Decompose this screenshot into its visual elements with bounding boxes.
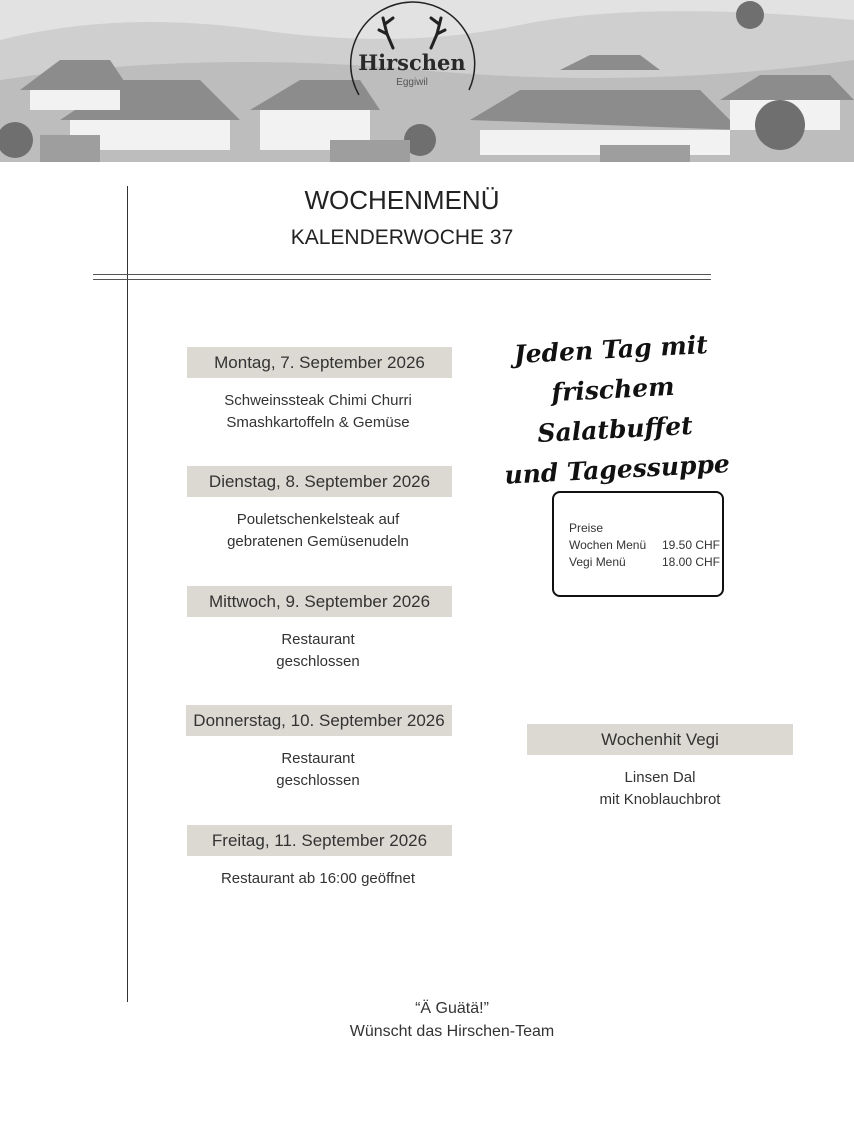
dish-line: Restaurant ab 16:00 geöffnet (220, 870, 416, 887)
day-header-wednesday: Mittwoch, 9. September 2026 (187, 586, 452, 617)
price-row-vegi-menu (569, 554, 720, 571)
promo-line: Jeden Tag mit (513, 330, 709, 370)
price-title: Preise (569, 521, 604, 535)
hirschen-logo (341, 0, 483, 118)
dish-vegi (527, 767, 793, 811)
price-label: Wochen Menü (569, 538, 647, 552)
salad-buffet-promo (482, 323, 746, 496)
dish-line: Schweinssteak Chimi Churri (224, 392, 412, 409)
footer-signature: Wünscht das Hirschen-Team (349, 1023, 555, 1040)
dish-thursday (170, 748, 466, 792)
day-header-tuesday: Dienstag, 8. September 2026 (187, 466, 452, 497)
dish-line: mit Knoblauchbrot (599, 791, 721, 808)
logo-location: Eggiwil (396, 77, 428, 88)
dish-line: Restaurant (281, 750, 355, 767)
logo-name: Hirschen (358, 50, 466, 75)
dish-line: geschlossen (276, 772, 360, 789)
dish-tuesday (170, 509, 466, 553)
day-header-thursday: Donnerstag, 10. September 2026 (186, 705, 452, 736)
dish-line: Restaurant (281, 631, 355, 648)
header-rule-top (93, 274, 711, 275)
price-row-wochen-menu (569, 537, 720, 554)
dish-line: Linsen Dal (624, 769, 696, 786)
footer-greeting: “Ä Guätä!” (415, 1000, 489, 1017)
page-title: WOCHENMENÜ (304, 185, 500, 215)
promo-line: und Tagessuppe (503, 449, 731, 490)
day-header-friday: Freitag, 11. September 2026 (187, 825, 452, 856)
price-label: Vegi Menü (569, 555, 626, 569)
header-village-photo (0, 0, 854, 162)
price-value: 18.00 CHF (661, 555, 720, 569)
dish-line: Smashkartoffeln & Gemüse (226, 414, 410, 431)
dish-monday (170, 390, 466, 434)
promo-line: frischem Salatbuffet (536, 371, 694, 449)
dish-friday (170, 868, 466, 890)
dish-line: gebratenen Gemüsenudeln (227, 533, 409, 550)
dish-line: geschlossen (276, 653, 360, 670)
dish-line: Pouletschenkelsteak auf (236, 511, 400, 528)
page-subtitle: KALENDERWOCHE 37 (290, 226, 514, 249)
day-header-monday: Montag, 7. September 2026 (187, 347, 452, 378)
header-rule-bottom (93, 279, 711, 280)
dish-wednesday (170, 629, 466, 673)
price-value: 19.50 CHF (661, 538, 720, 552)
price-box (552, 491, 724, 597)
vegi-header: Wochenhit Vegi (527, 724, 793, 755)
left-vertical-rule (127, 186, 128, 1002)
